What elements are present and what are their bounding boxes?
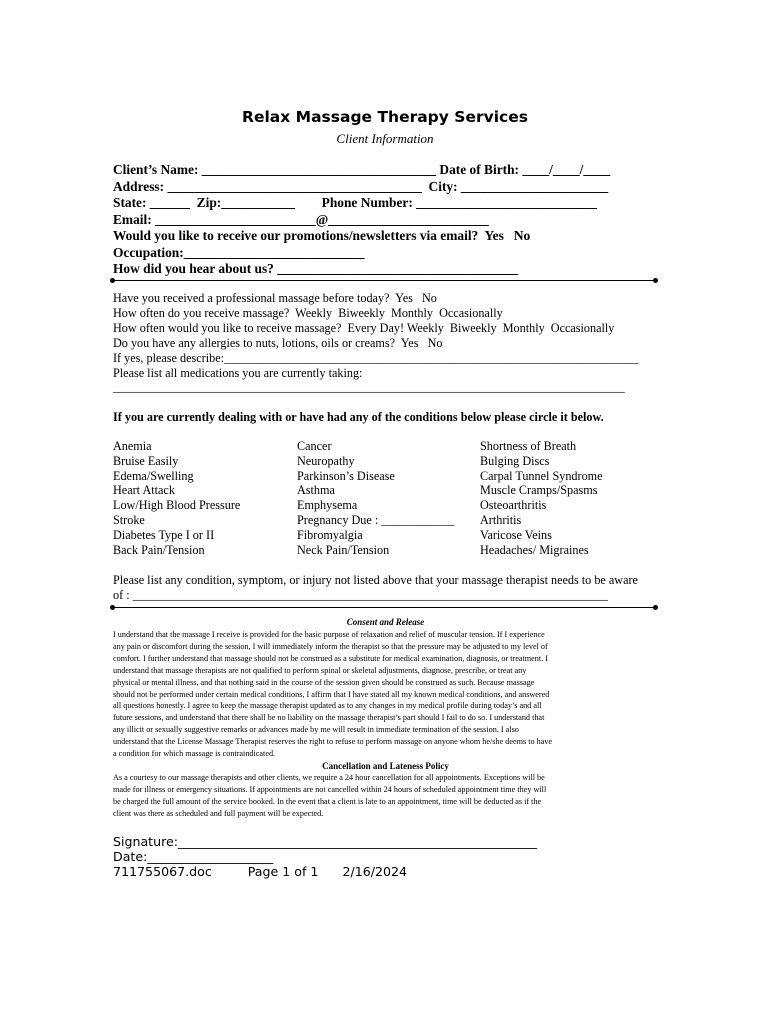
condition-item: Muscle Cramps/Spasms [480, 483, 598, 498]
history-line: ____________________________________________________________________________________ [113, 380, 625, 395]
email-line: Email: ________________________@________________________ [113, 211, 489, 227]
cancellation-text [113, 772, 658, 820]
condition-item: Bulging Discs [480, 453, 550, 468]
condition-item: Edema/Swelling [113, 468, 194, 483]
history-line: How often do you receive massage? Weekly Biweekly Monthly Occasionally [113, 305, 503, 320]
condition-item: Asthma [297, 483, 335, 498]
consent-line: all questions honestly. I agree to keep the massage therapist updated as to any changes in my medical profile during today’s and all [113, 701, 542, 711]
referral-line: How did you hear about us? ____________________________________ [113, 261, 519, 276]
occupation-line: Occupation:___________________________ [113, 244, 365, 260]
condition-item: Pregnancy Due : ____________ [297, 512, 455, 527]
cancellation-line: made for illness or emergency situations. If appointments are not cancelled within 24 hours of scheduled appointment time they will [113, 784, 547, 794]
consent-line: any illicit or sexually suggestive remarks or advances made by me will result in immediate termination of the session. I also [113, 725, 519, 735]
consent-line: physical or mental illness, and that nothing said in the course of the session given should be construed as such. Because massage [113, 677, 535, 687]
consent-line: any pain or discomfort during the session, I will immediately inform the therapist so that the pressure may be adjusted to my level of [113, 641, 548, 651]
newsletter-question: Would you like to receive our promotions/newsletters via email? Yes No [113, 228, 531, 243]
consent-line: I understand that the massage I receive is provided for the basic purpose of relaxation and relief of muscular tension. If I experience [113, 630, 545, 639]
page-subtitle: Client Information [336, 131, 434, 146]
consent-line: should not be performed under certain medical conditions, I affirm that I have stated all my known medical conditions, and answered [113, 689, 550, 699]
conditions-column-2 [297, 439, 477, 557]
conditions-column-1 [113, 439, 293, 557]
cancellation-heading: Cancellation and Lateness Policy [322, 761, 449, 771]
consent-text [113, 629, 658, 760]
condition-item: Arthritis [480, 512, 522, 527]
history-line: If yes, please describe:____________________________________________________________________ [113, 350, 639, 365]
condition-item: Osteoarthritis [480, 498, 547, 513]
cancellation-line: client was there as scheduled and full payment will be expected. [113, 808, 324, 818]
history-line: How often would you like to receive massage? Every Day! Weekly Biweekly Monthly Occasionally [113, 320, 615, 335]
conditions-column-3 [480, 439, 660, 557]
history-line: Do you have any allergies to nuts, lotions, oils or creams? Yes No [113, 335, 443, 350]
condition-item: Neuropathy [297, 453, 355, 468]
signature-section [113, 834, 537, 879]
condition-item: Cancer [297, 439, 332, 453]
conditions-heading: If you are currently dealing with or have had any of the conditions below please circle it below. [113, 410, 604, 424]
page-title: Relax Massage Therapy Services [242, 108, 528, 126]
condition-item: Stroke [113, 512, 145, 527]
condition-item: Varicose Veins [480, 527, 552, 542]
cancellation-line: be charged the full amount of the service booked. In the event that a client is late to an appointment, time will be deducted as if the [113, 796, 542, 806]
consent-heading: Consent and Release [346, 617, 425, 627]
condition-item: Emphysema [297, 498, 358, 513]
other-conditions-line: Please list any condition, symptom, or injury not listed above that your massage therapist needs to be aware [113, 573, 638, 587]
section-divider [113, 280, 655, 281]
other-conditions-line: of : ______________________________________________________________________________ [113, 588, 608, 602]
condition-item: Diabetes Type I or II [113, 527, 215, 542]
consent-line: understand that massage therapists are not qualified to perform spinal or skeletal adjustments, diagnose, prescribe, or treat any [113, 665, 527, 675]
condition-item: Back Pain/Tension [113, 542, 205, 557]
client-info-section [113, 162, 673, 278]
condition-item: Carpal Tunnel Syndrome [480, 468, 603, 483]
condition-item: Headaches/ Migraines [480, 542, 589, 557]
other-conditions-section [113, 573, 673, 603]
state-zip-phone-line: State: ______ Zip:___________ Phone Number: ___________________________ [113, 195, 597, 210]
consent-line: comfort. I further understand that massage should not be construed as a substitute for medical examination, diagnosis, or treatment. I [113, 653, 548, 663]
history-line: Please list all medications you are currently taking: [113, 365, 363, 380]
consent-line: a condition for which massage is contraindicated. [113, 749, 276, 759]
consent-line: understand that the License Massage Therapist reserves the right to refuse to perform massage on anyone whom he/she deems to have [113, 737, 553, 747]
condition-item: Low/High Blood Pressure [113, 498, 241, 513]
condition-item: Anemia [113, 439, 152, 453]
condition-item: Neck Pain/Tension [297, 542, 390, 557]
condition-item: Parkinson’s Disease [297, 468, 395, 483]
signature-line: Signature:_________________________________________________________ [113, 834, 537, 849]
date-line: Date:____________________ [113, 849, 274, 864]
condition-item: Shortness of Breath [480, 439, 577, 453]
section-divider [113, 607, 655, 608]
address-line: Address: ______________________________________ City: ______________________ [113, 178, 609, 194]
history-line: Have you received a professional massage before today? Yes No [113, 291, 437, 305]
client-name-line: Client’s Name: ___________________________________ Date of Birth: ____/____/____ [113, 162, 611, 177]
massage-history-section [113, 291, 673, 395]
condition-item: Bruise Easily [113, 453, 179, 468]
consent-line: future sessions, and understand that there shall be no liability on the massage therapist’s part should I fail to do so. I understand that [113, 713, 545, 723]
condition-item: Heart Attack [113, 483, 175, 498]
cancellation-line: As a courtesy to our massage therapists and other clients, we require a 24 hour cancellation for all appointments. Exceptions will be [113, 773, 545, 782]
document-footer: 711755067.doc Page 1 of 1 2/16/2024 [113, 864, 408, 879]
condition-item: Fibromyalgia [297, 527, 363, 542]
